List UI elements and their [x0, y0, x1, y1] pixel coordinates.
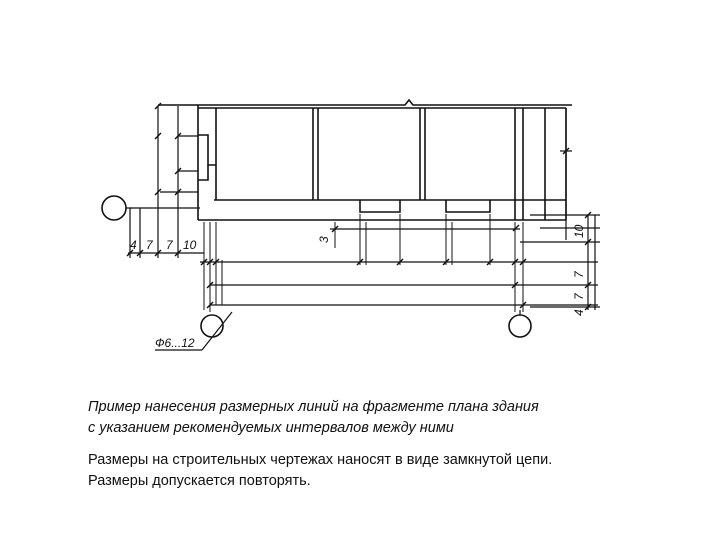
axis-marker-bottom-right	[509, 315, 531, 337]
v-label-7b: 7	[572, 293, 586, 300]
caption-line-1: Пример нанесения размерных линий на фрагменте плана здания	[88, 399, 539, 415]
left-dimension-lines	[128, 106, 204, 258]
right-dimension-lines	[520, 108, 600, 310]
v-label-4: 4	[572, 309, 586, 316]
figure-caption	[88, 397, 688, 439]
caption-line-2: с указанием рекомендуемых интервалов между ними	[88, 420, 454, 436]
h-label-7b: 7	[166, 238, 173, 252]
body-text-line-2: Размеры допускается повторять.	[88, 473, 311, 489]
horizontal-dimension-lines	[200, 229, 598, 305]
h-label-4: 4	[130, 238, 137, 252]
v-label-10: 10	[572, 224, 586, 238]
axis-marker-bottom-left	[201, 315, 223, 337]
diameter-label: Ф6...12	[155, 336, 195, 350]
h-label-10: 10	[183, 238, 197, 252]
dimension-ticks	[127, 103, 591, 310]
gap-label-3: 3	[317, 236, 331, 243]
h-label-7a: 7	[146, 238, 153, 252]
body-text-line-1: Размеры на строительных чертежах наносят в виде замкнутой цепи.	[88, 452, 553, 468]
building-walls	[158, 100, 572, 220]
axis-marker-left	[102, 196, 126, 220]
body-text	[88, 450, 688, 492]
v-label-7a: 7	[572, 271, 586, 278]
